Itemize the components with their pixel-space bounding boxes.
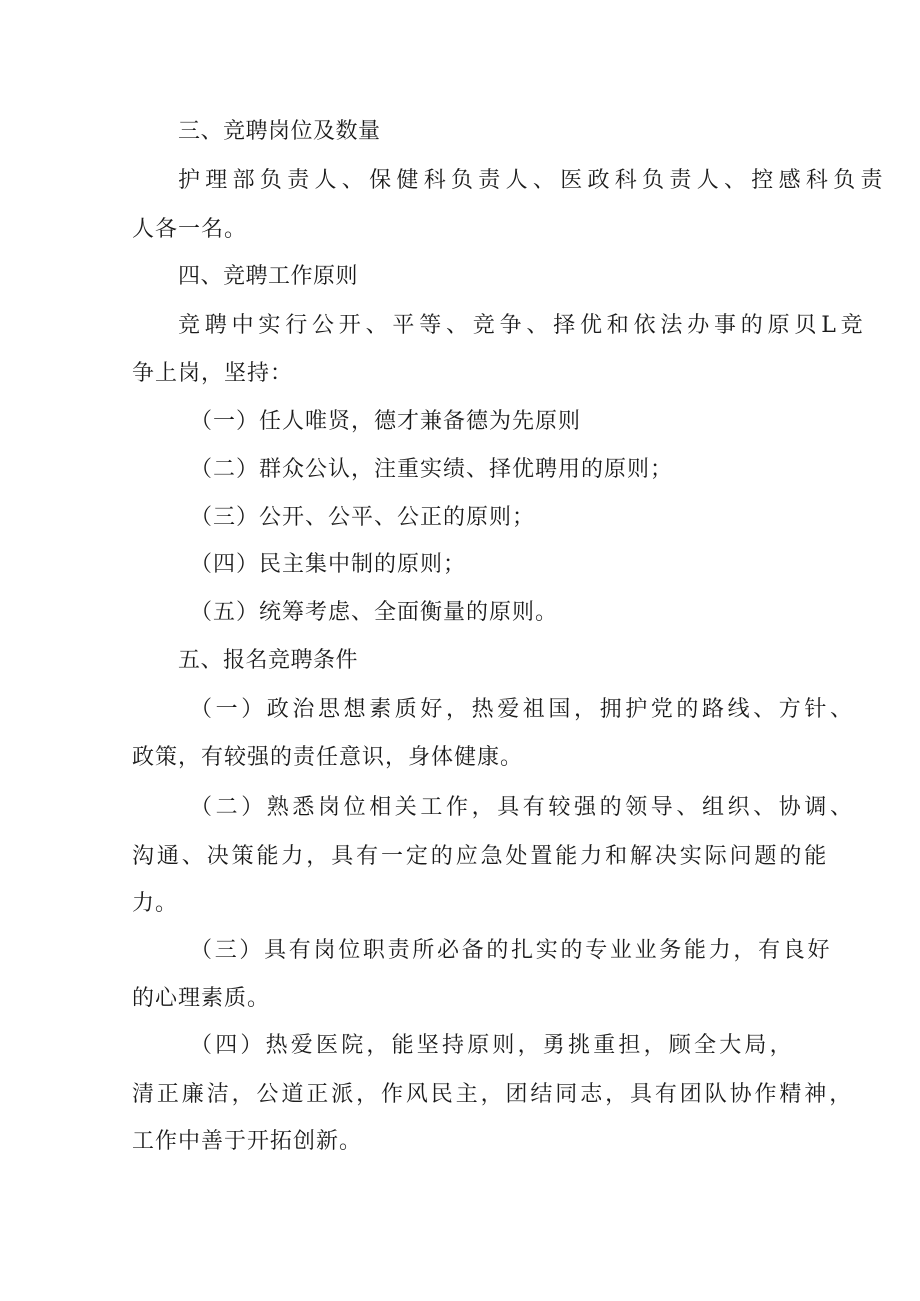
principle-item-2: （二）群众公认，注重实绩、择优聘用的原则；: [190, 457, 674, 482]
condition-4-line-1: （四）热爱医院，能坚持原则，勇挑重担，顾全大局，: [190, 1033, 795, 1058]
paragraph-line: 竞聘中实行公开、平等、竞争、择优和依法办事的原贝L竞: [178, 313, 868, 338]
condition-4-line-3: 工作中善于开拓创新。: [132, 1129, 363, 1154]
principle-item-3: （三）公开、公平、公正的原则；: [190, 505, 536, 530]
paragraph-line: 人各一名。: [132, 217, 248, 242]
condition-3-line-1: （三）具有岗位职责所必备的扎实的专业业务能力，有良好: [190, 938, 833, 963]
paragraph-line: 争上岗，坚持：: [132, 361, 294, 386]
condition-1-line-1: （一）政治思想素质好，热爱祖国，拥护党的路线、方针、: [190, 697, 856, 722]
condition-4-line-2: 清正廉洁，公道正派，作风民主，团结同志，具有团队协作精神，: [132, 1082, 855, 1107]
principle-item-1: （一）任人唯贤，德才兼备德为先原则: [190, 409, 582, 434]
paragraph-line: 护理部负责人、保健科负责人、医政科负责人、控感科负责: [178, 168, 888, 193]
section-heading-5: 五、报名竞聘条件: [178, 648, 359, 673]
section-heading-3: 三、竞聘岗位及数量: [178, 119, 381, 144]
condition-3-line-2: 的心理素质。: [132, 986, 271, 1011]
section-heading-4: 四、竞聘工作原则: [178, 264, 359, 289]
condition-2-line-1: （二）熟悉岗位相关工作，具有较强的领导、组织、协调、: [190, 795, 856, 820]
condition-1-line-2: 政策，有较强的责任意识，身体健康。: [132, 745, 524, 770]
condition-2-line-2: 沟通、决策能力，具有一定的应急处置能力和解决实际问题的能: [132, 844, 830, 869]
principle-item-5: （五）统筹考虑、全面衡量的原则。: [190, 600, 559, 625]
condition-2-line-3: 力。: [132, 891, 179, 916]
principle-item-4: （四）民主集中制的原则；: [190, 552, 467, 577]
